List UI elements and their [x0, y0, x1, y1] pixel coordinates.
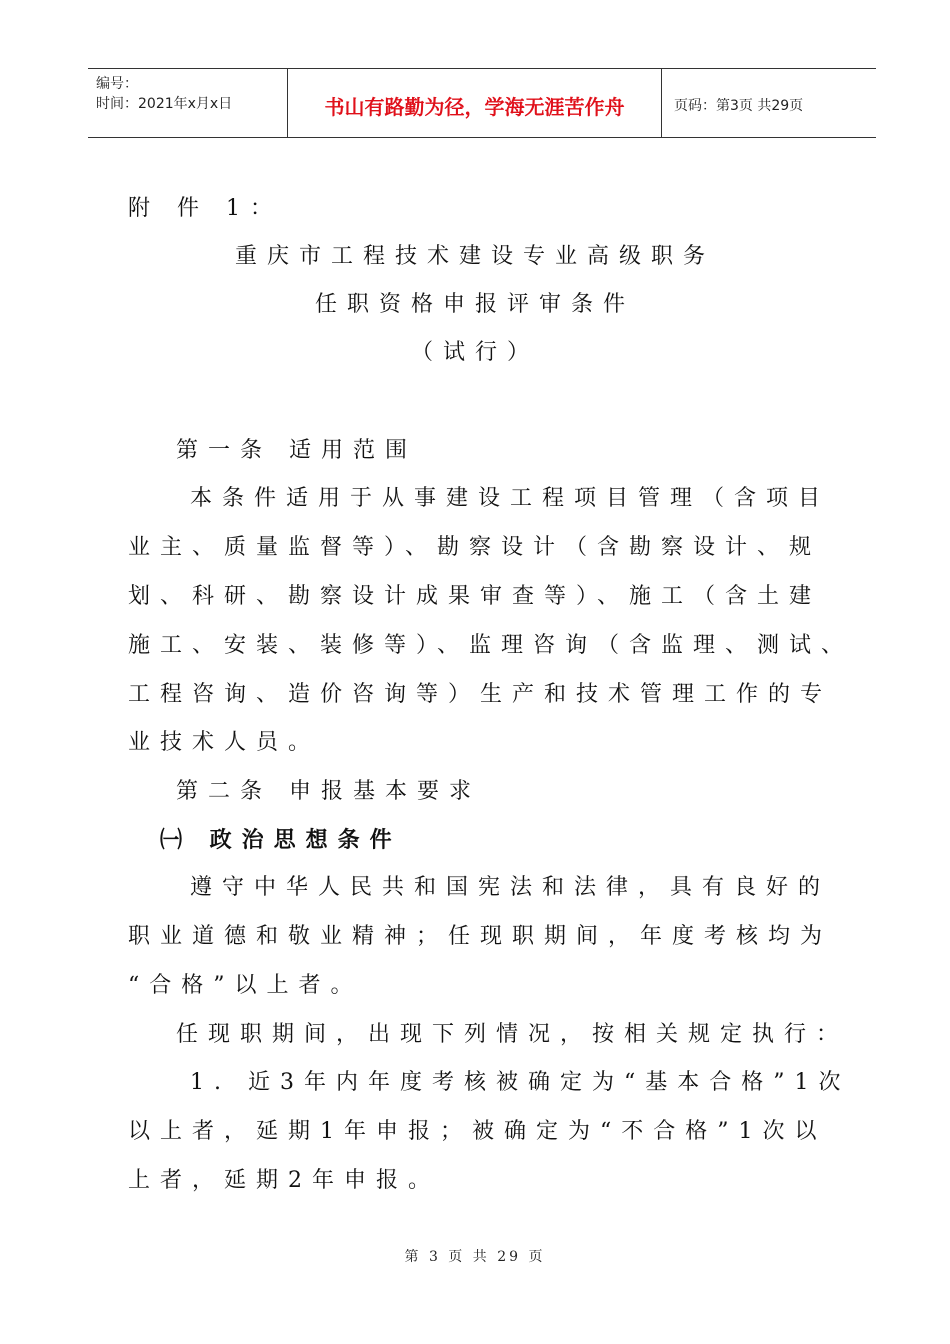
- section1-note: 任现职期间，出现下列情况，按相关规定执行：: [176, 1022, 849, 1047]
- article1-line: 施工、安装、装修等）、监理咨询（含监理、测试、: [128, 633, 854, 658]
- section1-heading: ㈠ 政治思想条件: [160, 827, 402, 853]
- article1-line: 工程咨询、造价咨询等）生产和技术管理工作的专: [128, 682, 833, 707]
- section1-line: “合格”以上者。: [128, 973, 363, 998]
- header-page-cell: [662, 69, 876, 137]
- article1-line: 业主、质量监督等）、勘察设计（含勘察设计、规: [128, 535, 822, 560]
- header-meta-cell: [88, 69, 288, 137]
- attachment-label: 附 件 1：: [128, 196, 282, 221]
- doc-time-label: 时间：2021年x月x日: [96, 96, 233, 112]
- page-footer: 第 3 页 共 29 页: [404, 1249, 546, 1265]
- section1-line: 遵守中华人民共和国宪法和法律，具有良好的: [190, 875, 831, 900]
- article1-line: 划、科研、勘察设计成果审查等）、施工（含土建: [128, 584, 822, 609]
- header-motto: 书山有路勤为径，学海无涯苦作舟: [324, 95, 625, 119]
- page-header: [88, 68, 876, 138]
- item1-line: 上者，延期2年申报。: [128, 1168, 440, 1193]
- title-line-1: 重庆市工程技术建设专业高级职务: [234, 244, 715, 269]
- section1-line: 职业道德和敬业精神；任现职期间，年度考核均为: [128, 924, 833, 949]
- article2-heading: 第二条 申报基本要求: [176, 779, 481, 804]
- item1-line: 1. 近3年内年度考核被确定为“基本合格”1次: [190, 1070, 851, 1095]
- header-motto-cell: [288, 69, 662, 137]
- title-line-3: （试行）: [410, 340, 539, 365]
- title-line-2: 任职资格申报评审条件: [314, 292, 635, 317]
- article1-line: 本条件适用于从事建设工程项目管理（含项目: [190, 486, 831, 511]
- header-page-number: 页码：第3页 共29页: [674, 98, 804, 114]
- doc-code-label: 编号：: [96, 76, 138, 92]
- item1-line: 以上者，延期1年申报；被确定为“不合格”1次以: [128, 1119, 827, 1144]
- article1-heading: 第一条 适用范围: [176, 438, 417, 463]
- article1-line: 业技术人员。: [128, 730, 321, 755]
